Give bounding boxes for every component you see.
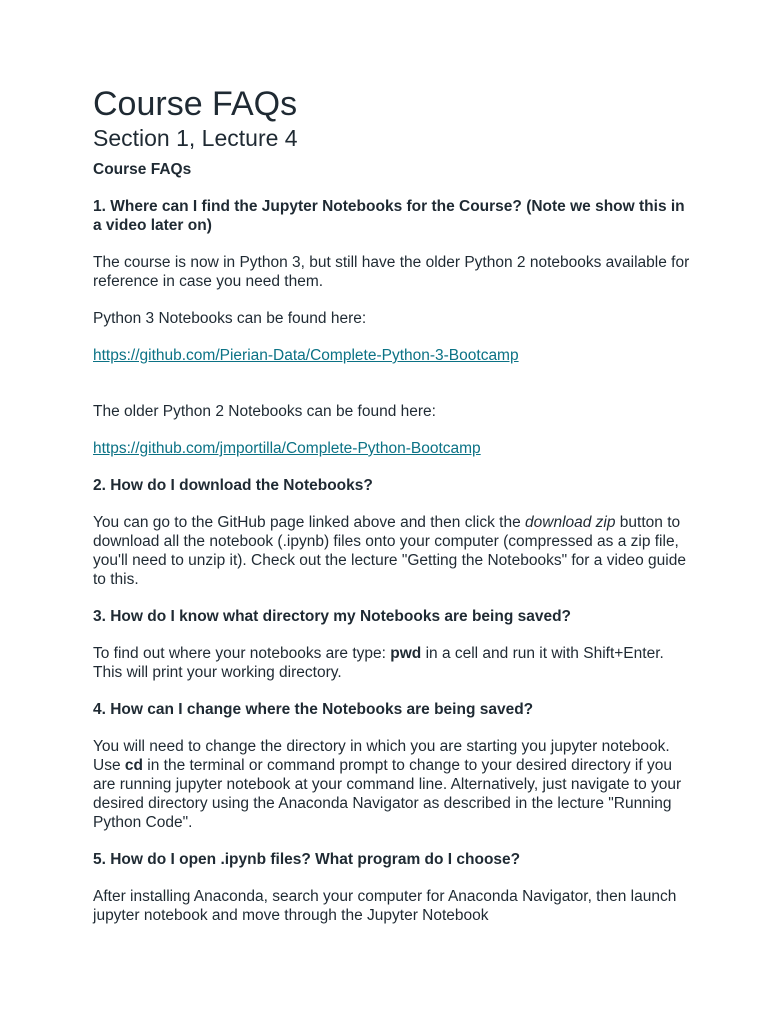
faq-answer-4-rest: in the terminal or command prompt to change to your desired directory if you are running jupyter notebook at your command line. Alternatively, just navigate to your desired directory using the Anaconda Navigator as described in the lecture "Running Python Code". [93,757,682,831]
faq-answer-4 [93,737,693,832]
faq-question-5: 5. How do I open .ipynb files? What program do I choose? [93,851,521,868]
python2-notebooks-label: The older Python 2 Notebooks can be found here: [93,403,436,420]
faq-answer-2 [93,513,693,589]
page-subtitle: Section 1, Lecture 4 [93,125,298,151]
faq-answer-3-part: To find out where your notebooks are type: [93,645,391,662]
document-page [93,84,693,925]
faq-question-4: 4. How can I change where the Notebooks are being saved? [93,701,534,718]
section-heading: Course FAQs [93,161,192,178]
cd-command: cd [124,757,143,774]
faq-question-2: 2. How do I download the Notebooks? [93,477,373,494]
page-title: Course FAQs [93,85,298,123]
faq-answer-2-part: You can go to the GitHub page linked above and then click the [93,514,526,531]
faq-answer-5: After installing Anaconda, search your computer for Anaconda Navigator, then launch jupyter notebook and move through the Jupyter Notebook [93,888,677,924]
faq-answer-3-rest: in a cell and run it with Shift+Enter. This will print your working directory. [93,645,664,681]
faq-answer-2-rest: button to download all the notebook (.ipynb) files onto your computer (compressed as a zip file, you'll need to unzip it). Check out the lecture "Getting the Notebooks" for a video guide to this. [93,514,686,588]
faq-answer-1: The course is now in Python 3, but still have the older Python 2 notebooks available for reference in case you need them. [93,254,690,290]
faq-answer-3 [93,644,693,682]
download-zip-emphasis: download zip [525,514,616,531]
python2-notebooks-link[interactable]: https://github.com/jmportilla/Complete-Python-Bootcamp [93,440,481,457]
python3-notebooks-label: Python 3 Notebooks can be found here: [93,310,367,327]
faq-question-3: 3. How do I know what directory my Notebooks are being saved? [93,608,572,625]
python3-notebooks-link[interactable]: https://github.com/Pierian-Data/Complete-Python-3-Bootcamp [93,347,519,364]
faq-answer-4-part: You will need to change the directory in which you are starting you jupyter notebook. Use [93,738,670,774]
faq-question-1: 1. Where can I find the Jupyter Notebooks for the Course? (Note we show this in a video later on) [93,198,685,234]
pwd-command: pwd [390,645,422,662]
